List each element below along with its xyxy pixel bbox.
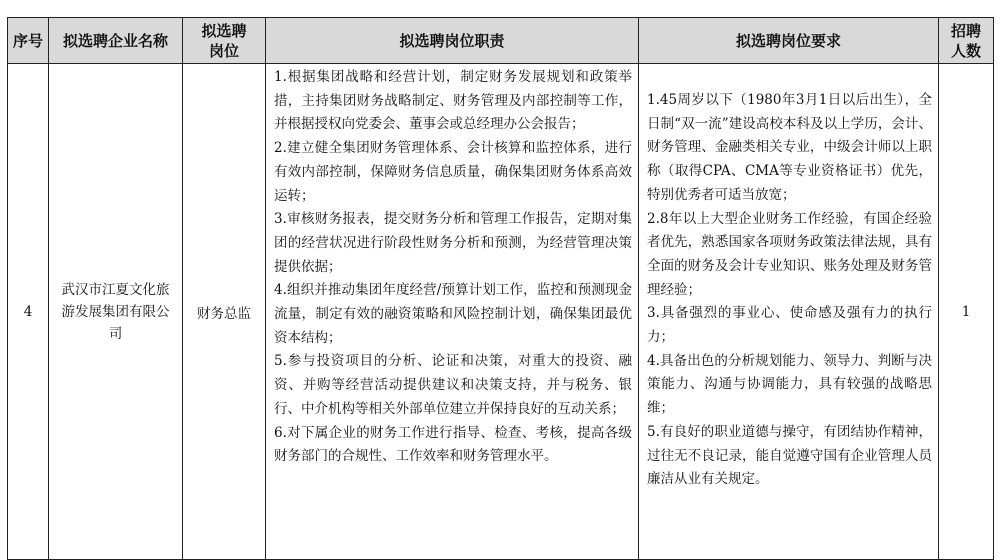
duty-item: 5.参与投资项目的分析、论证和决策，对重大的投资、融资、并购等经营活动提供建议和决策支持，并与税务、银行、中介机构等相关外部单位建立并保持良好的互动关系；	[274, 353, 632, 417]
cell-requirements	[639, 64, 939, 560]
header-requirements: 拟选聘岗位要求	[639, 18, 939, 64]
duty-item: 1.根据集团战略和经营计划，制定财务发展规划和政策举措，主持集团财务战略制定、财务管理及内部控制等工作，并根据授权向党委会、董事会或总经理办公会报告；	[274, 69, 632, 133]
header-row	[8, 18, 994, 64]
duty-item: 4.组织并推动集团年度经营/预算计划工作，监控和预测现金流量，制定有效的融资策略和风险控制计划，确保集团最优资本结构；	[274, 282, 632, 346]
requirement-item: 3.具备强烈的事业心、使命感及强有力的执行力；	[647, 305, 932, 346]
requirement-item: 5.有良好的职业道德与操守，有团结协作精神，过往无不良记录，能自觉遵守国有企业管理人员廉洁从业有关规定。	[647, 423, 932, 488]
cell-no: 4	[8, 64, 49, 560]
cell-duties	[266, 64, 639, 560]
table-row	[8, 64, 994, 560]
requirement-item: 2.8年以上大型企业财务工作经验，有国企经验者优先，熟悉国家各项财务政策法律法规，具有全面的财务及会计专业知识、账务处理及财务管理经验；	[647, 210, 932, 298]
recruitment-table	[7, 17, 994, 560]
cell-count: 1	[939, 64, 994, 560]
requirement-item: 4.具备出色的分析规划能力、领导力、判断与决策能力、沟通与协调能力，具有较强的战略思维；	[647, 352, 932, 417]
duty-item: 2.建立健全集团财务管理体系、会计核算和监控体系，进行有效内部控制，保障财务信息质量，确保集团财务体系高效运转；	[274, 140, 632, 204]
cell-company: 武汉市江夏文化旅游发展集团有限公司	[49, 64, 183, 560]
duty-item: 3.审核财务报表，提交财务分析和管理工作报告，定期对集团的经营状况进行阶段性财务分析和预测，为经营管理决策提供依据；	[274, 211, 632, 275]
header-count: 招聘人数	[939, 18, 994, 64]
duty-item: 6.对下属企业的财务工作进行指导、检查、考核，提高各级财务部门的合规性、工作效率和财务管理水平。	[274, 424, 632, 465]
header-position: 拟选聘岗位	[183, 18, 266, 64]
header-duties: 拟选聘岗位职责	[266, 18, 639, 64]
header-company: 拟选聘企业名称	[49, 18, 183, 64]
header-no: 序号	[8, 18, 49, 64]
cell-position: 财务总监	[183, 64, 266, 560]
requirement-item: 1.45周岁以下（1980年3月1日以后出生），全日制“双一流”建设高校本科及以上学历，会计、财务管理、金融类相关专业，中级会计师以上职称（取得CPA、CMA等专业资格证书）优先，特别优秀者可适当放宽；	[647, 92, 932, 203]
recruitment-table-container	[7, 17, 994, 560]
